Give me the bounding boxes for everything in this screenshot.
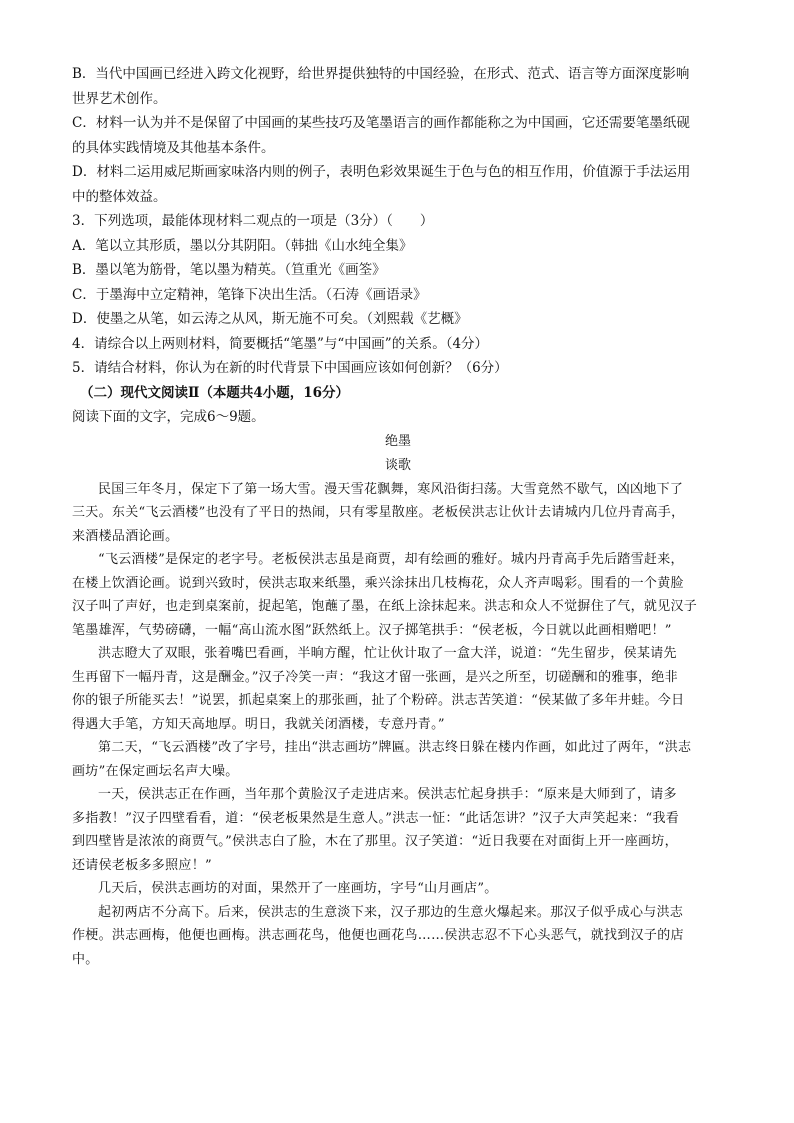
paragraph-line: 民国三年冬月，保定下了第一场大雪。漫天雪花飘舞，寒风沿街扫荡。大雪竟然不歇气，凶凶地下了 (98, 481, 684, 497)
paragraph-line: 汉子叫了声好，也走到桌案前，捉起笔，饱蘸了墨，在纸上涂抹起来。洪志和众人不觉摒住了气，就见汉子 (72, 599, 698, 614)
story-paragraph (72, 736, 724, 783)
paragraph-line: 在楼上饮酒论画。说到兴致时，侯洪志取来纸墨，乘兴涂抹出几枝梅花，众人齐声喝彩。围看的一个黄脸 (72, 575, 684, 591)
story-paragraph (72, 783, 724, 877)
story-paragraph (72, 548, 724, 642)
option-d-line1: D．材料二运用威尼斯画家味洛内则的例子，表明色彩效果诞生于色与色的相互作用，价值源于手法运用 (72, 164, 691, 180)
paragraph-line: 来酒楼品酒论画。 (72, 528, 179, 544)
paragraph-line: 笔墨雄浑，气势磅礴，一幅“高山流水图”跃然纸上。汉子掷笔拱手：“侯老板，今日就以此画相赠吧！” (72, 622, 672, 638)
paragraph-line: 洪志瞪大了双眼，张着嘴巴看画，半晌方醒，忙让伙计取了一盒大洋，说道：“先生留步，侯某请先 (98, 646, 677, 661)
section-title: （二）现代文阅读Ⅱ（本题共4小题，16分） (80, 384, 350, 401)
paragraph-line: “飞云酒楼”是保定的老字号。老板侯洪志虽是商贾，却有绘画的雅好。城内丹青高手先后踏雪赶来， (98, 552, 684, 567)
q3-option-b: B．墨以笔为筋骨，笔以墨为精英。（笪重光《画筌》 (72, 262, 386, 278)
paragraph-line: 起初两店不分高下。后来，侯洪志的生意淡下来，汉子那边的生意火爆起来。那汉子似乎成心与洪志 (98, 904, 684, 920)
question-3: 3．下列选项，最能体现材料二观点的一项是（3分）（ ） (72, 213, 434, 229)
q3-option-a: A．笔以立其形质，墨以分其阴阳。（韩拙《山水纯全集》 (72, 237, 413, 254)
paragraph-line: 还请侯老板多多照应！” (72, 857, 212, 873)
paragraph-line: 一天，侯洪志正在作画，当年那个黄脸汉子走进店来。侯洪志忙起身拱手：“原来是大师到了，请多 (98, 787, 677, 802)
q3-option-d: D．使墨之从笔，如云涛之从风，斯无施不可矣。（刘熙载《艺概》 (72, 311, 468, 327)
paragraph-line: 几天后，侯洪志画坊的对面，果然开了一座画坊，字号“山月画店”。 (98, 881, 498, 896)
reading-instruction: 阅读下面的文字，完成6～9题。 (72, 409, 265, 425)
paragraph-line: 到四壁皆是浓浓的商贾气。”侯洪志白了脸，木在了那里。汉子笑道：“近日我要在对面街上开一座画坊， (72, 834, 678, 849)
paragraph-line: 画坊”在保定画坛名声大噪。 (72, 763, 239, 779)
paragraph-line: 生再留下一幅丹青，这是酬金。”汉子冷笑一声：“我这才留一张画，是兴之所至，切磋酬和的雅事，绝非 (72, 669, 678, 685)
story-body (72, 478, 724, 972)
paragraph-line: 多指教！”汉子四壁看看，道：“侯老板果然是生意人。”洪志一怔：“此话怎讲？”汉子大声笑起来：“我看 (72, 810, 680, 826)
option-d-line2: 中的整体效益。 (72, 188, 167, 205)
story-paragraph (72, 478, 724, 549)
questions-part1 (72, 62, 724, 381)
option-c-line2: 的具体实践情境及其他基本条件。 (72, 139, 275, 156)
question-5: 5．请结合材料，你认为在新的时代背景下中国画应该如何创新？（6分） (72, 360, 508, 376)
story-paragraph (72, 877, 724, 901)
story-title: 绝墨 (384, 433, 411, 449)
story-author: 谈歌 (384, 457, 411, 473)
question-4: 4．请综合以上两则材料，简要概括“笔墨”与“中国画”的关系。（4分） (72, 335, 489, 352)
story-paragraph (72, 901, 724, 972)
option-b-line2: 世界艺术创作。 (72, 90, 167, 107)
option-b-line1: B．当代中国画已经进入跨文化视野，给世界提供独特的中国经验，在形式、范式、语言等方面深度影响 (72, 66, 690, 82)
option-c-line1: C．材料一认为并不是保留了中国画的某些技巧及笔墨语言的画作都能称之为中国画，它还需要笔墨纸砚 (72, 115, 690, 131)
paragraph-line: 三天。东关“飞云酒楼”也没有了平日的热闹，只有零星散座。老板侯洪志让伙计去请城内几位丹青高手， (72, 505, 685, 520)
exam-page (72, 62, 724, 971)
paragraph-line: 你的银子所能买去！”说罢，抓起桌案上的那张画，扯了个粉碎。洪志苦笑道：“侯某做了多年井蛙。今日 (72, 693, 685, 708)
paragraph-line: 第二天，“飞云酒楼”改了字号，挂出“洪志画坊”牌匾。洪志终日躲在楼内作画，如此过了两年，“洪志 (98, 740, 692, 755)
paragraph-line: 中。 (72, 951, 99, 967)
story-paragraph (72, 642, 724, 736)
paragraph-line: 作梗。洪志画梅，他便也画梅。洪志画花鸟，他便也画花鸟……侯洪志忍不下心头恶气，就找到汉子的店 (72, 928, 684, 943)
paragraph-line: 得遇大手笔，方知天高地厚。明日，我就关闭酒楼，专意丹青。” (72, 716, 445, 732)
q3-option-c: C．于墨海中立定精神，笔锋下决出生活。（石涛《画语录》 (72, 286, 427, 303)
